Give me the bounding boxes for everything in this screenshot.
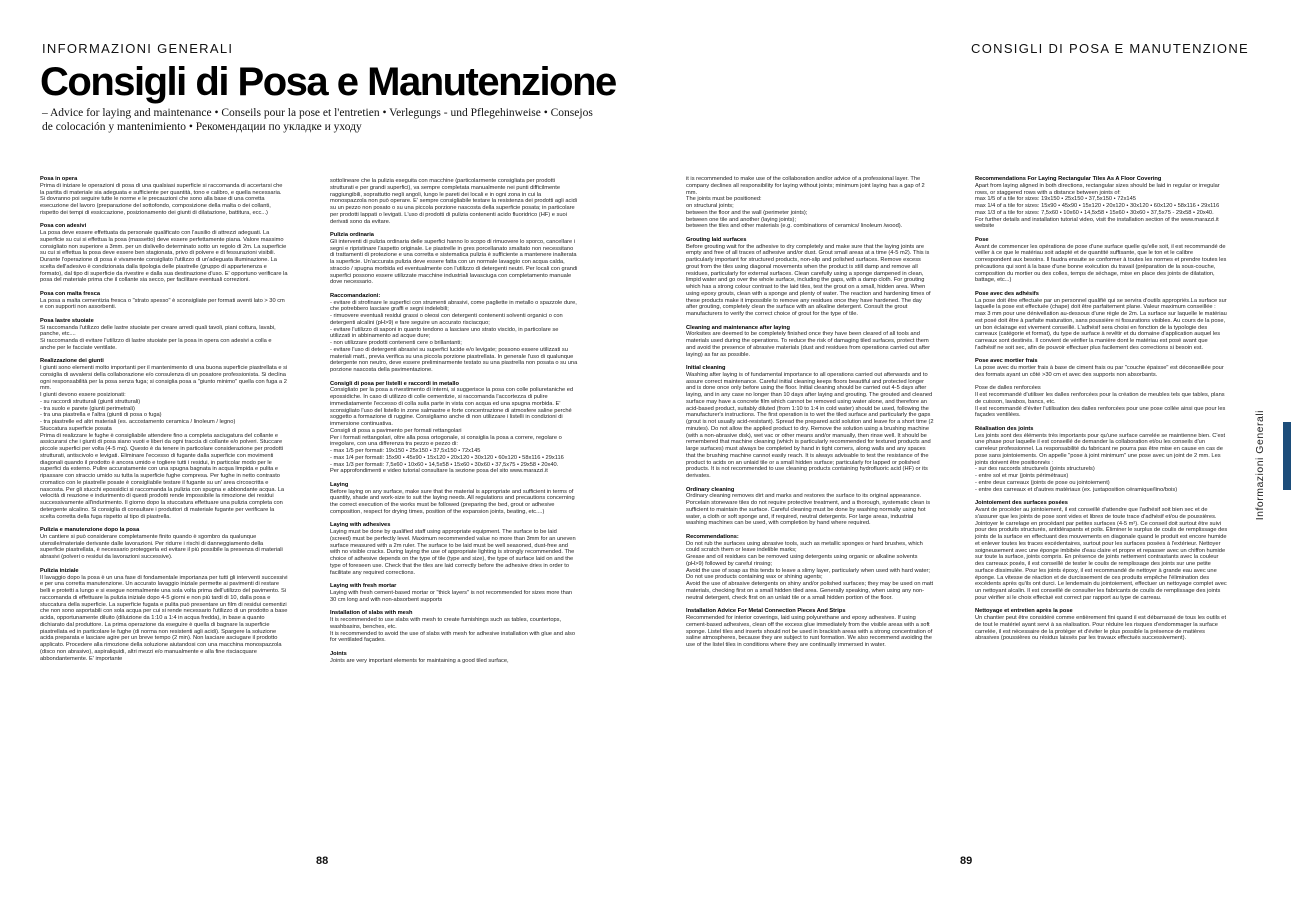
- text-section: [686, 325, 934, 359]
- text-section: [40, 176, 288, 217]
- text-section: [40, 568, 288, 663]
- text-column-4: [975, 176, 1228, 649]
- page-subtitle: – Advice for laying and maintenance • Conseils pour la pose et l'entretien • Verlegungs - und Pflegehinweise • Consejos de colocación y mantenimiento • Рекомендации по укладке и уходу: [42, 107, 593, 133]
- text-section: [686, 176, 934, 230]
- text-section: [975, 291, 1228, 352]
- section-heading: Nettoyage et entretien après la pose: [975, 608, 1073, 615]
- section-body: - evitare di strofinare le superfici con strumenti abrasivi, come pagliette in metallo o spazzole dure, che potrebbero lasciare graffi e segni indelebili; - rimuovere eventuali residui grassi o oleosi con detergenti contenenti solventi organici o con detergenti alcalini (pH>9) e fare seguire un accurato risciacquo; - evitare l'utilizzo di saponi in quanto tendono a lasciare uno strato viscido, in particolare se utilizzati in abbinamento ad acque dure; - non utilizzare prodotti contenenti cere o brillantanti; - evitare l'uso di detergenti abrasivi su superfici lucide e/o levigate; possono essere utilizzati su materiali matt., previa verifica su una piccola porzione piastrellata. In generale l'uso di qualunque detergente non neutro, deve essere preliminarmente testato su una piastrella non posata o su una porzione nascosta della pavimentazione.: [330, 299, 578, 374]
- section-body: Laying must be done by qualified staff using appropriate equipment. The surface to be laid (screed) must be perfectly level. Maximum recommended value no more than 3mm for an uneven surface measured with a 2m ruler. The surface to be laid must be well seasoned, dust-free and with no visible cracks. During laying the use of appropriate lighting is strongly recommended. The choice of adhesive depends on the type of tile (type and size), the type of surface laid on and the type of foreseen use. Check that the tiles are laid correctly before the adhesive dries in order to facilitate any required corrections.: [330, 529, 576, 576]
- section-heading: Laying: [330, 481, 349, 488]
- section-body: Avant de commencer les opérations de pose d'une surface quelle qu'elle soit, il est recommandé de veiller à ce que le matériau soit adapté et de quantité suffisante, que le ton et le calibre correspondent aux besoins. Il faudra ensuite se conformer à toutes les normes et prendre toutes les précautions qui sont à la base d'une bonne exécution du travail (préparation de la sous-couche, composition du mortier ou des colles, temps de séchage, mise en place des joints de dilatation, battage, etc...): [975, 243, 1227, 284]
- text-section: [686, 365, 934, 480]
- text-section: [330, 522, 578, 576]
- section-body: Laying with fresh cement-based mortar or "thick layers" is not recommended for sizes more than 30 cm long and with non-absorbent supports: [330, 590, 573, 603]
- text-section: [40, 358, 288, 520]
- section-body: sottolineare che la pulizia eseguita con macchine (particolarmente consigliata per prodotti strutturati e per grandi superfici), va sempre completata manualmente nei punti difficilmente raggiungibili, soprattutto negli angoli, lungo le pareti dei locali e in ogni zona in cui la monospazzola non può operare. E' sempre consigliabile testare la resistenza dei prodotti agli acidi su un pezzo non posato o su una piccola porzione nascosta della superficie posata; in particolare per prodotti lappati o levigati. L'uso di prodotti di pulizia contenenti acido fluoridrico (HF) e suoi derivati sono da evitare.: [330, 178, 578, 225]
- section-body: Joints are very important elements for maintaining a good tiled surface,: [330, 657, 509, 664]
- text-section: [40, 223, 288, 284]
- section-body: Ordinary cleaning removes dirt and marks and restores the surface to its original appearance. Porcelain stoneware tiles do not require protective treatment, and a thorough, systematic clean is sufficient to maintain the surface. Careful cleaning must be done by washing normally using hot water, a cloth or soft sponge and, if required, neutral detergents. For large areas, industrial washing machines can be used, with completion by hand where required.: [686, 493, 931, 527]
- section-heading: Cleaning and maintenance after laying: [686, 324, 790, 331]
- text-section: [40, 318, 288, 352]
- section-heading: Initial cleaning: [686, 365, 726, 372]
- section-heading: Posa con malta fresca: [40, 290, 101, 297]
- section-body: La pose doit être effectuée par un personnel qualifié qui se servira d'outils appropriés.La surface sur laquelle la pose est effectuée (chape) doit être parfaitement plane. Valeur maximum conseillée : max 3 mm pour une dénivellation au-dessous d'une règle de 2m. La surface sur laquelle le matériau est posé doit être à parfaite maturation, sans poussière ni fissurations visibles. Au cours de la pose, un bon éclairage est vivement conseillé. L'adhésif sera choisi en fonction de la typologie des carreaux (catégorie et format), du type de surface à revêtir et du domaine d'application auquel les carreaux sont destinés. Il convient de vérifier la manière dont le matériau est posé avant que l'adhésif ne soit sec, afin de pouvoir effectuer plus facilement des corrections si besoin est.: [975, 297, 1227, 351]
- section-heading: Pose avec des adhésifs: [975, 290, 1039, 297]
- section-body: Un cantiere si può considerare completamente finito quando è sgombro da qualunque utensile/materiale derivante dalle lavorazioni. Per ridurre i rischi di danneggiamento della superficie piastrellata, è necessario proteggerla ed evitare il più possibile la presenza di materiali abrasivi (polveri o residui da lavorazioni successive).: [40, 533, 283, 561]
- text-section: [40, 291, 288, 311]
- section-body: Apart from laying aligned in both directions, rectangular sizes should be laid in regular or irregular rows, or staggered rows with a distance between joints of: max 1/5 of a tile for sizes: 19x150 • 25x150 • 37,5x150 • 72x145 max 1/4 of a tile for sizes: 15x90 • 45x90 • 15x120 • 20x120 • 30x120 • 60x120 • 58x116 • 29x116 max 1/3 of a tile for sizes: 7,5x60 • 10x60 • 14,5x58 • 15x60 • 30x60 • 37,5x75 - 29x58 • 20x40. For further details and installation tutorial video, visit the installation section of the www.marazzi.it website: [975, 182, 1220, 230]
- section-heading: Pulizia ordinaria: [330, 232, 374, 239]
- text-section: [686, 608, 934, 649]
- section-body: Washing after laying is of fundamental importance to all operations carried out afterwards and to assure correct maintenance. Careful initial cleaning keeps floors beautiful and protected longer and is done once only before using the floor. Initial cleaning should be carried out 4-5 days after laying, and in any case no longer than 10 days after laying and grouting. The grouted and cleaned surface may have a concrete film which cannot be removed using water alone, and therefore an acid-based product, suitably diluted (from 1:10 to 1:4 in cold water) should be used, following the manufacturer's instructions. The first operation is to wet the tiled surface and particularly the gaps (grout is not usually acid-resistant). Spread the prepared acid solution and leave for a short time (2 minutes). Do not allow the applied product to dry. Remove the solution using a brushing machine (with a non-abrasive disk), wet vac or other means and/or manually, then rinse well. It should be remembered that machine cleaning (which is particularly recommended for textured products and large surfaces) must always be completed by hand in tight corners, along walls and any spaces that the brushing machine cannot easily reach. It is always advisable to test the resistance of the product to acids on an unlaid tile or a small hidden surface; particularly for lapped or polished products. It is not recommended to use cleaning products containing hydrofluoric acid (HF) or its derivates.: [686, 371, 934, 480]
- section-body: Les joints sont des éléments très importants pour qu'une surface carrelée se maintienne bien. C'est une phase pour laquelle il est conseillé de demander la collaboration et/ou les conseils d'un carreleur professionnel. La responsabilité du fabricant ne pourra pas être mise en cause en cas de pose sans jointoiements. On appelle "pose à joint minimum" une pose avec un joint de 2 mm. Les joints doivent être positionnés : - sur des raccords structurels (joints structurels) - entre sol et mur (joints périmétraux) - entre deux carreaux (joints de pose ou jointoiement) - entre des carreaux et d'autres matériaux (ex. juxtaposition céramique/lino/bois): [975, 432, 1226, 493]
- section-heading: Pose: [975, 236, 989, 243]
- section-heading: Pulizia iniziale: [40, 567, 79, 574]
- text-section: [40, 527, 288, 561]
- text-section: [686, 487, 934, 528]
- section-body: Avant de procéder au jointoiement, il est conseillé d'attendre que l'adhésif soit bien sec et de s'assurer que les joints de pose sont vides et libres de toute trace d'adhésif et/ou de poussières. Jointoyer le carrelage en procédant par petites surfaces (4-5 m²). Ce conseil doit surtout être suivi pour des produits structurés, antidérapants et polis. Éliminer le surplus de coulis de remplissage des joints de la surface en effectuant des mouvements en diagonale quand le produit est encore humide et enlever toutes les traces excédentaires, surtout pour les surfaces posées à l'extérieur. Nettoyer soigneusement avec une éponge imbibée d'eau claire et propre et repasser avec un chiffon humide sur toute la surface, joints compris. En présence de joints nettement contrastants avec la couleur des carreaux posés, il est conseillé de tester le coulis de remplissage des joints sur une petite surface dissimulée. Pour les joints époxy, il est recommandé de nettoyer à grande eau avec une éponge. La vitesse de réaction et de durcissement de ces produits empêche l'élimination des excédents après qu'ils ont durci. Le lendemain du jointoiement, effectuer un nettoyage complet avec un nettoyant alcalin. Il est conseillé de consulter les fabricants de coulis de remplissage des joints pour vérifier si le choix effectué est correct par rapport au type de carreau.: [975, 507, 1228, 601]
- section-body: Un chantier peut être considéré comme entièrement fini quand il est débarrassé de tous les outils et de tout le matériel ayant servi à sa réalisation. Pour réduire les risques d'endommager la surface carrelée, il est nécessaire de la protéger et d'éviter le plus possible la présence de matières abrasives (poussières ou résidus laissés par les travaux effectués successivement).: [975, 615, 1227, 642]
- section-label-left: INFORMAZIONI GENERALI: [42, 41, 234, 56]
- section-heading: Jointoiement des surfaces posées: [975, 500, 1068, 507]
- text-column-2: [330, 178, 578, 671]
- section-heading: Posa lastre stuoiate: [40, 317, 94, 324]
- section-body: Prima di iniziare le operazioni di posa di una qualsiasi superficie si raccomanda di accertarsi che la partita di materiale sia adeguata e sufficiente per quantità, tono e calibro, e quella necessaria. Si dovranno poi seguire tutte le norme e le precauzioni che sono alla base di una corretta esecuzione del lavoro (preparazione del sottofondo, composizione della malta o dei collanti, rispetto dei tempi di essiccazione, posizionamento dei giunti di dilatazione, battitura, ecc...): [40, 182, 283, 216]
- section-body: Do not rub the surfaces using abrasive tools, such as metallic sponges or hard brushes, which could scratch them or leave indelible marks; Grease and oil residues can be removed using detergents using organic or alkaline solvents (pH>9) followed by careful rinsing; Avoid the use of soap as this tends to leave a slimy layer, particularly when used with hard water; Do not use products containing wax or shining agents; Avoid the use of abrasive detergents on shiny and/or polished surfaces; they may be used on matt materials, checking first on a small hidden tiled area. Generally speaking, when using any non-neutral detergent, check first on an unlaid tile or a small hidden portion of the floor.: [686, 540, 934, 601]
- section-heading: Laying with fresh mortar: [330, 583, 397, 590]
- section-heading: Raccomandazioni:: [330, 292, 381, 299]
- section-heading: Laying with adhesives: [330, 522, 391, 529]
- section-body: La posa a malta cementizia fresca o "strato spesso" è sconsigliate per formati aventi lato > 30 cm e con supporti non assorbenti.: [40, 297, 285, 311]
- side-tab-marker: [1283, 422, 1291, 490]
- text-section: [330, 178, 578, 225]
- text-section: [686, 237, 934, 318]
- text-column-1: [40, 176, 288, 669]
- text-section: [330, 651, 578, 665]
- section-body: La posa deve essere effettuata da personale qualificato con l'ausilio di attrezzi adeguati. La superficie su cui si effettua la posa (massetto) deve essere perfettamente piana. Valore massimo consigliato non superiore a 3mm. per un dislivello determinato sotto un regolo di 2m. La superficie su cui si effettua la posa deve essere ben stagionata, privo di polvere e di fessurazioni visibili. Durante l'operazione di posa è vivamente consigliato l'utilizzo di un'adeguata illuminazione. La scelta dell'adesivo è condizionata dalla tipologia delle piastrelle (gruppo di appartenenza e formato), dal tipo di superficie da rivestire e dalla sua destinazione d'uso. E' opportuno verificare la posa del materiale prima che il collante sia secco, per facilitare eventuali correzioni.: [40, 230, 288, 284]
- section-heading: Consigli di posa per listelli e raccordi in metallo: [330, 380, 459, 387]
- section-body: it is recommended to make use of the collaboration and/or advice of a professional layer. The company declines all responsibility for laying without joints; minimum joint laying has a gap of 2 mm. The joints must be positioned: on structural joints; between the floor and the wall (perimeter joints); between one tile and another (laying joints); between the tiles and other materials (e.g. combinations of ceramics/ linoleum /wood).: [686, 176, 925, 230]
- section-heading: Installation Advice For Metal Connection Pieces And Strips: [686, 608, 846, 615]
- section-body: Pose de dalles renforcées Il est recommandé d'utiliser les dalles renforcées pour la création de meubles tels que tables, plans de cuisson, lavabos, bancs, etc. Il est recommandé d'éviter l'utilisation des dalles renforcées pour une pose collée ainsi que pour les façades ventilées.: [975, 385, 1226, 419]
- text-section: [975, 608, 1228, 642]
- text-section: [975, 426, 1228, 494]
- section-body: Si raccomanda l'utilizzo delle lastre stuoiate per creare arredi quali tavoli, piani cottura, lavabi, panche, etc.... Si raccomanda di evitare l'utilizzo di lastre stuoiate per la posa in opera con adesivi a colla e anche per le facciate ventilate.: [40, 324, 276, 351]
- section-body: Il lavaggio dopo la posa è un una fase di fondamentale importanza per tutti gli interventi successivi e per una corretta manutenzione. Un accurato lavaggio iniziale permette ai pavimenti di restare belli e protetti a lungo e si esegue normalmente una sola volta prima dell'utilizzo del pavimento. Si raccomanda di effettuare la pulizia iniziale dopo 4-5 giorni e non più tardi di 10, dalla posa e stuccatura della superficie. La superficie fugata e pulita può presentare un film di residui cementizi che non sono asportabili con sola acqua per cui si rende necessario l'utilizzo di un prodotto a base acida, opportunamente diluito (diluizione da 1:10 a 1:4 in acqua fredda), in base a quanto dichiarato dal produttore. La prima operazione da eseguire è quella di bagnare la superficie piastrellata ed in particolare le fughe (di norma non resistenti agli acidi). Spargere la soluzione acida preparata e lasciare agire per un breve tempo (2 min). Non lasciare asciugare il prodotto applicato. Procedere alla rimozione della soluzione aiutandosi con una macchina monospazzola (disco non abrasivo), aspiraliquidi, altri mezzi e/o manualmente e alla fine risciacquare abbondantemente. E' importante: [40, 574, 288, 662]
- page-number-right: 89: [960, 855, 973, 867]
- text-section: [975, 237, 1228, 284]
- section-heading: Realizzazione dei giunti: [40, 358, 104, 365]
- page-title: Consigli di Posa e Manutenzione: [40, 60, 616, 104]
- text-section: [975, 500, 1228, 601]
- side-tab-label: Informazioni Generali: [1254, 410, 1266, 521]
- section-heading: Recommendations For Laying Rectangular Tiles As A Floor Covering: [975, 176, 1162, 182]
- text-section: [975, 358, 1228, 378]
- section-body: Before grouting wait for the adhesive to dry completely and make sure that the laying joints are empty and free of all traces of adhesive and/or dust. Grout small areas at a time (4-5 m2). This is particularly important for structured products, non-slip and polished surfaces. Remove excess grout from the tiles using diagonal movements when the product is still damp and remove all residues, particularly for external surfaces. Clean carefully using a sponge dampened in clean, limpid water and go over the whole surface, including the gaps, with a damp cloth. For grouting which has a strong colour contrast to the laid tiles, test the grout on a small, hidden area. When using epoxy grouts, clean with a sponge and plenty of water. The reaction and hardening times of these products make it impossible to remove any residues once they have hardened. The day after grouting, completely clean the surface with an alkaline detergent. Consult the grout manufacturers to verify the correct choice of grout for the type of tile.: [686, 243, 931, 318]
- section-heading: Ordinary cleaning: [686, 486, 735, 493]
- section-heading: Pulizia e manutenzione dopo la posa: [40, 527, 140, 534]
- text-section: [330, 293, 578, 374]
- text-section: [975, 385, 1228, 419]
- section-heading: Installation of slabs with mesh: [330, 610, 413, 617]
- section-heading: Réalisation des joints: [975, 425, 1034, 432]
- text-section: [330, 482, 578, 516]
- section-heading: Grouting laid surfaces: [686, 236, 747, 243]
- section-body: Consigliato per la posa a rivestimento di interni, si suggerisce la posa con colle poliuretaniche ed epossidiche. In caso di utilizzo di colle cementizie, si raccomanda l'accortezza di pulire immediatamente l'eccesso di colla sulla parte in vista con acqua ed una spugna morbida. E' sconsigliato l'uso del listello in zone salmastre e forte concentrazione di atmosfere saline perché soggetto a formazione di ruggine. Consigliamo anche di non utilizzare i listelli in condizioni di immersione continuativa. Consigli di posa a pavimento per formati rettangolari Per i formati rettangolari, oltre alla posa ortogonale, si consiglia la posa a correre, regolare o irregolare, con una differenza tra pezzo e pezzo di: - max 1/5 per formati: 19x150 • 25x150 • 37,5x150 • 72x145 - max 1/4 per formati: 15x90 • 45x90 • 15x120 • 20x120 • 30x120 • 60x120 • 58x116 • 29x116 - max 1/3 per formati: 7,5x60 • 10x60 • 14,5x58 • 15x60 • 30x60 • 37,5x75 • 29x58 • 20x40. Per approfondimenti e video tutorial consultare la sezione posa del sito www.marazzi.it: [330, 387, 574, 475]
- text-section: [330, 610, 578, 644]
- text-section: [330, 232, 578, 286]
- section-heading: Posa in opera: [40, 176, 78, 182]
- section-heading: Recommendations:: [686, 533, 739, 540]
- page-number-left: 88: [316, 855, 329, 867]
- text-section: [975, 176, 1228, 230]
- section-body: Gli interventi di pulizia ordinaria delle superfici hanno lo scopo di rimuovere lo sporco, cancellare i segni e ripristinare l'aspetto originale. Le piastrelle in gres porcellanato smaltato non necessitano di trattamenti di protezione e una corretta e sistematica pulizia è sufficiente a mantenere inalterata la superficie. Un'accurata pulizia deve essere fatta con un normale lavaggio con acqua calda, straccio / spugna morbida ed eventualmente con l'utilizzo di detergenti neutri. Per locali con grandi superfici possono essere utilizzate macchine industriali lavasciuga con completamento manuale dove necessario.: [330, 238, 578, 286]
- section-body: Worksites are deemed to be completely finished once they have been cleared of all tools and materials used during the operations. To reduce the risk of damaging tiled surfaces, protect them and avoid the presence of abrasive materials (dust and residues from operations carried out after laying) as far as possible.: [686, 331, 931, 358]
- text-section: [686, 534, 934, 602]
- text-section: [330, 381, 578, 476]
- text-section: [330, 583, 578, 603]
- section-heading: Joints: [330, 650, 347, 657]
- section-body: La pose avec du mortier frais à base de ciment frais ou par "couche épaisse" est déconseillée pour des formats ayant un côté >30 cm et avec des supports non absorbants.: [975, 365, 1224, 378]
- section-body: I giunti sono elementi molto importanti per il mantenimento di una buona superficie piastrellata e si consiglia di avvalersi della collaborazione e/o consulenza di un posatore professionista. Si declina ogni responsabilità per la posa senza fuga; si consiglia posa a "giunto minimo" quella con fuga a 2 mm. I giunti devono essere posizionati: - su raccordi strutturali (giunti strutturali) - tra suolo e parete (giunti perimetrali) - tra una piastrella e l'altra (giunti di posa o fuga) - tra piastrelle ed altri materiali (es. accostamento ceramica / linoleum / legno) Stuccatura superficie posata Prima di realizzare le fughe è consigliabile attendere fino a completa asciugatura del collante e assicurarsi che i giunti di posa siano vuoti e liberi da ogni traccia di collante e/o polveri. Stuccare piccole superfici per volta (4-5 mq). Questo è da tenere in particolare considerazione per prodotti strutturati, antiscivolo e levigati. Eliminare l'eccesso di fugante dalla superficie con movimenti diagonali quando il prodotto è ancora umido e togliere tutti i residui, in particolar modo per le superfici da esterno. Pulire accuratamente con una spugna bagnata in acqua limpida e pulita e ripassare con straccio umido su tutta la superficie fughe compresa. Per fughe in netto contrasto cromatico con le piastrelle posate è consigliabile testare il fugante su un' area circoscritta e nascosta. Per gli stucchi epossidici si raccomanda la pulizia con spugna e abbondante acqua. La velocità di reazione e indurimento di questi prodotti rende impossibile la rimozione dei residui successivamente all'indurimento. Il giorno dopo la stuccatura effettuare una pulizia completa con detergente alcalino. Si consiglia di consultare i produttori di materiale fugante per verificare la scelta corretta della fuga rispetto al tipo di piastrella.: [40, 365, 288, 520]
- section-body: Recommended for interior coverings, laid using polyurethane and epoxy adhesives. If using cement-based adhesives, clean off the excess glue immediately from the visible areas with a soft sponge. Listel tiles and inserts should not be used in brackish areas with a strong concentration of saline atmospheres, because they are subject to rust formation. We also recommend avoiding the use of the listel tiles in conditions where they are continually immersed in water.: [686, 615, 933, 649]
- section-heading: Posa con adesivi: [40, 223, 87, 230]
- section-heading: Pose avec mortier frais: [975, 358, 1038, 365]
- section-body: It is recommended to use slabs with mesh to create furnishings such as tables, countertops, washbasins, benches, etc. It is recommended to avoid the use of slabs with mesh for adhesive installation with glue and also for ventilated façades.: [330, 617, 576, 644]
- text-column-3: [686, 176, 934, 656]
- section-body: Before laying on any surface, make sure that the material is appropriate and sufficient in terms of quantity, shade and work-size to suit the laying needs. All regulations and precautions concerning the correct execution of the works must be followed (preparing the bed, grout or adhesive composition, respect for drying times, position of the expansion joints, beating, etc....): [330, 488, 575, 515]
- section-label-right: CONSIGLI DI POSA E MANUTENZIONE: [971, 41, 1249, 56]
